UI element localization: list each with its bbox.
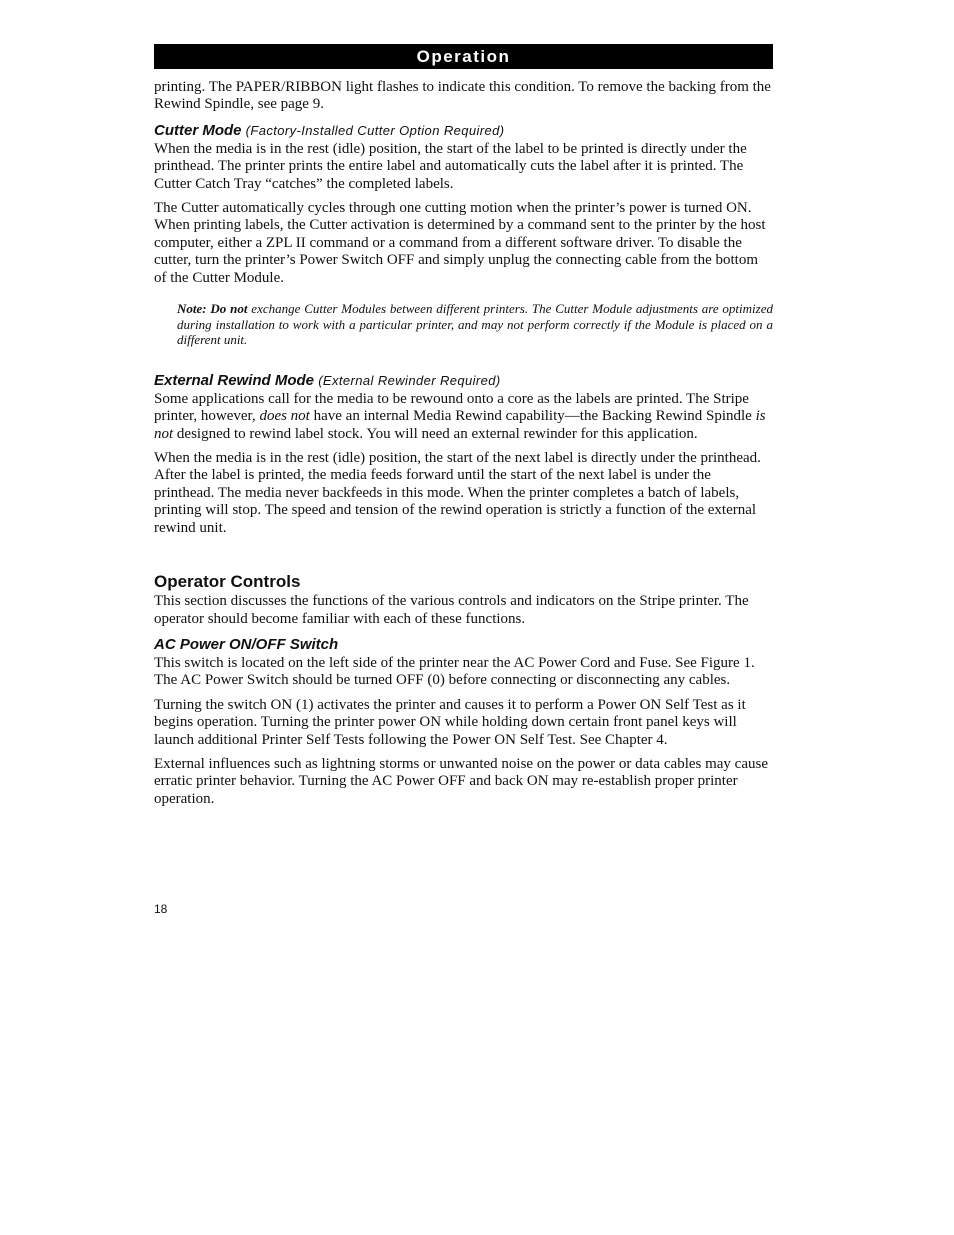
ac-power-paragraph-2: Turning the switch ON (1) activates the printer and causes it to perform a Power ON Self Test as it begins operation. Turning the printer power ON while holding down certain front panel keys will launch additional Printer Self Tests following the Power ON Self Test. See Chapter 4. — [154, 696, 746, 748]
cutter-mode-paragraph-1: When the media is in the rest (idle) position, the start of the label to be printed is directly under the printhead. The printer prints the entire label and automatically cuts the label after it is printed. The Cutter Catch Tray “catches” the completed labels. — [154, 140, 747, 192]
ac-power-paragraph-1: This switch is located on the left side of the printer near the AC Power Cord and Fuse. See Figure 1. The AC Power Switch should be turned OFF (0) before connecting or disconnecting any cables. — [154, 654, 755, 689]
document-page — [154, 44, 773, 815]
rewind-p1-text-a: Some applications call for the media to be rewound onto a core as the labels are printed. The Stripe printer, however, — [154, 390, 749, 425]
rewind-p1-text-e: designed to rewind label stock. You will need an external rewinder for this application. — [173, 425, 698, 442]
external-rewind-paragraph-2: When the media is in the rest (idle) position, the start of the next label is directly under the printhead. After the label is printed, the media feeds forward until the start of the next label is under the printhead. The media never backfeeds in this mode. When the printer completes a batch of labels, printing will stop. The speed and tension of the rewind operation is strictly a function of the external rewind unit. — [154, 450, 761, 536]
cutter-mode-paragraph-2: The Cutter automatically cycles through one cutting motion when the printer’s power is turned ON. When printing labels, the Cutter activation is determined by a command sent to the printer by the host computer, either a ZPL II command or a command from a different software driver. To disable the cutter, turn the printer’s Power Switch OFF and simply unplug the connecting cable from the bottom of the Cutter Module. — [154, 200, 766, 286]
external-rewind-qualifier: (External Rewinder Required) — [318, 372, 501, 388]
cutter-mode-heading — [154, 121, 773, 141]
rewind-p1-emphasis-is-not: is not — [154, 408, 766, 442]
page-number: 18 — [154, 902, 168, 916]
operator-controls-heading: Operator Controls — [154, 572, 301, 592]
note-text: exchange Cutter Modules between different printers. The Cutter Module adjustments are optimized during installation to work with a particular printer, and may not perform correctly if the Module is placed on a different unit. — [177, 301, 773, 348]
ac-power-paragraph-3: External influences such as lightning storms or unwanted noise on the power or data cables may cause erratic printer behavior. Turning the AC Power OFF and back ON may re-establish proper printer operation. — [154, 755, 768, 807]
rewind-p1-emphasis-does-not: does not — [259, 408, 310, 425]
cutter-mode-title: Cutter Mode — [154, 121, 242, 139]
intro-paragraph: printing. The PAPER/RIBBON light flashes to indicate this condition. To remove the backing from the Rewind Spindle, see page 9. — [154, 79, 771, 113]
rewind-p1-text-c: have an internal Media Rewind capability—the Backing Rewind Spindle — [309, 408, 756, 425]
cutter-mode-qualifier: (Factory-Installed Cutter Option Required) — [245, 122, 505, 138]
external-rewind-heading — [154, 371, 773, 391]
external-rewind-paragraph-1 — [154, 391, 773, 443]
operator-controls-paragraph: This section discusses the functions of the various controls and indicators on the Stripe printer. The operator should become familiar with each of these functions. — [154, 593, 749, 627]
section-header-bar: Operation — [154, 44, 773, 69]
note-lead: Note: Do not — [177, 301, 248, 317]
external-rewind-title: External Rewind Mode — [154, 371, 315, 389]
cutter-note — [177, 301, 773, 348]
ac-power-heading: AC Power ON/OFF Switch — [154, 635, 339, 653]
